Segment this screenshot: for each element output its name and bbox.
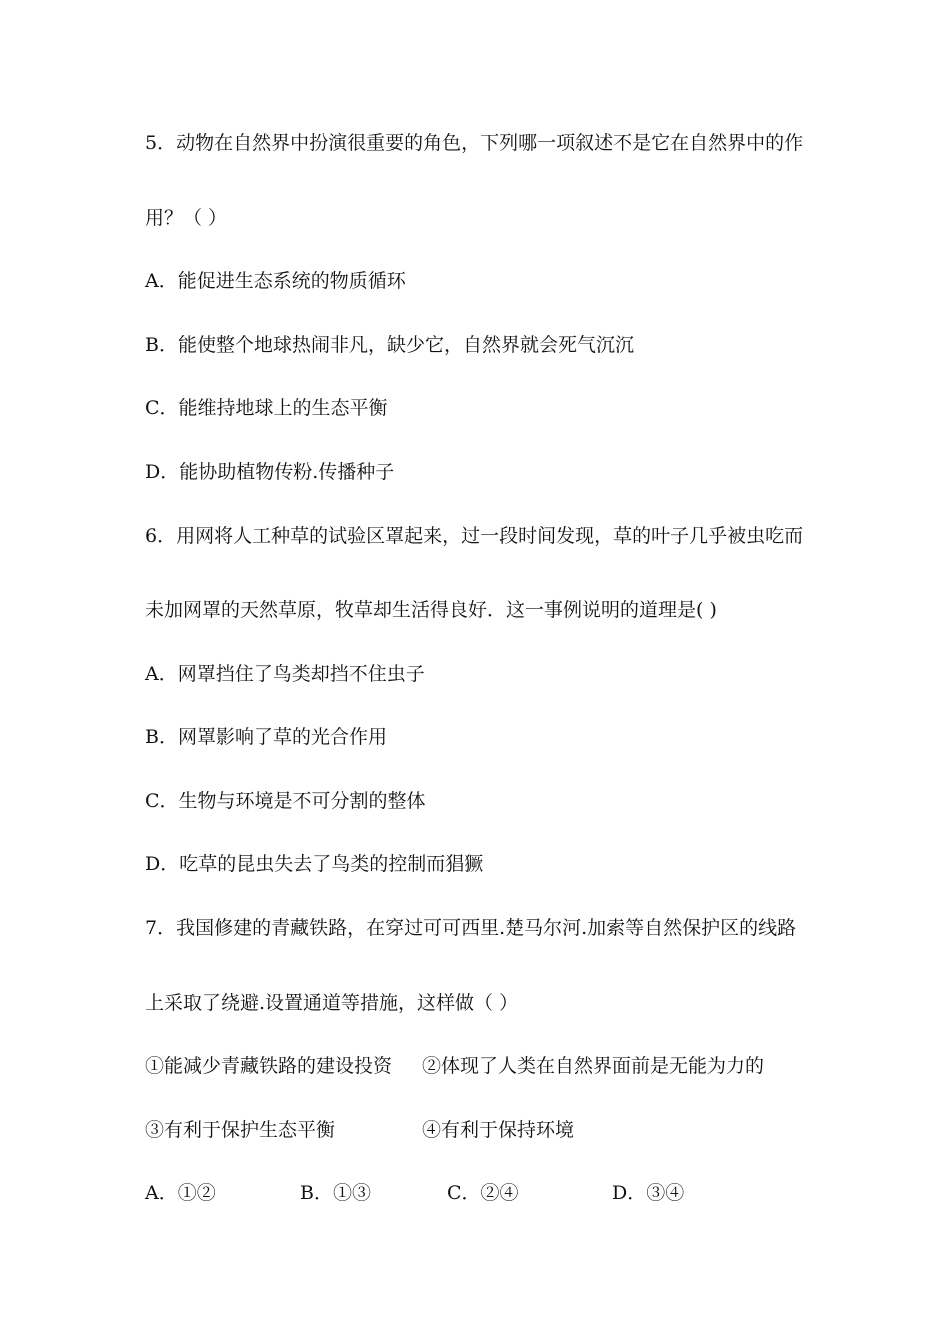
q6-stem-line2: 未加网罩的天然草原，牧草却生活得良好．这一事例说明的道理是( ) [145,599,717,621]
q7-choice-a: A．①② [145,1182,216,1204]
q5-option-c: C．能维持地球上的生态平衡 [145,397,388,419]
q7-statement-4: ④有利于保持环境 [422,1119,575,1141]
q7-statement-2: ②体现了人类在自然界面前是无能为力的 [422,1055,765,1077]
q5-option-b: B．能使整个地球热闹非凡，缺少它，自然界就会死气沉沉 [145,334,634,356]
q6-stem-line1: 6．用网将人工种草的试验区罩起来，过一段时间发现，草的叶子几乎被虫吃而 [145,525,804,547]
q7-choice-c: C．②④ [447,1182,519,1204]
q7-statement-3: ③有利于保护生态平衡 [145,1119,336,1141]
q7-stem-line1: 7．我国修建的青藏铁路，在穿过可可西里.楚马尔河.加索等自然保护区的线路 [145,917,797,939]
q7-choice-b: B．①③ [300,1182,371,1204]
q6-option-c: C．生物与环境是不可分割的整体 [145,790,426,812]
q7-statement-1: ①能减少青藏铁路的建设投资 [145,1055,393,1077]
q5-option-a: A．能促进生态系统的物质循环 [145,270,406,292]
q5-option-d: D．能协助植物传粉.传播种子 [145,461,395,483]
q7-choice-d: D．③④ [612,1182,685,1204]
q6-option-d: D．吃草的昆虫失去了鸟类的控制而猖獗 [145,853,484,875]
q6-option-b: B．网罩影响了草的光合作用 [145,726,387,748]
q5-stem-line2: 用？（ ） [145,207,228,229]
q7-stem-line2: 上采取了绕避.设置通道等措施，这样做（ ） [145,992,519,1014]
q6-option-a: A．网罩挡住了鸟类却挡不住虫子 [145,663,425,685]
q5-stem-line1: 5．动物在自然界中扮演很重要的角色，下列哪一项叙述不是它在自然界中的作 [145,132,804,154]
